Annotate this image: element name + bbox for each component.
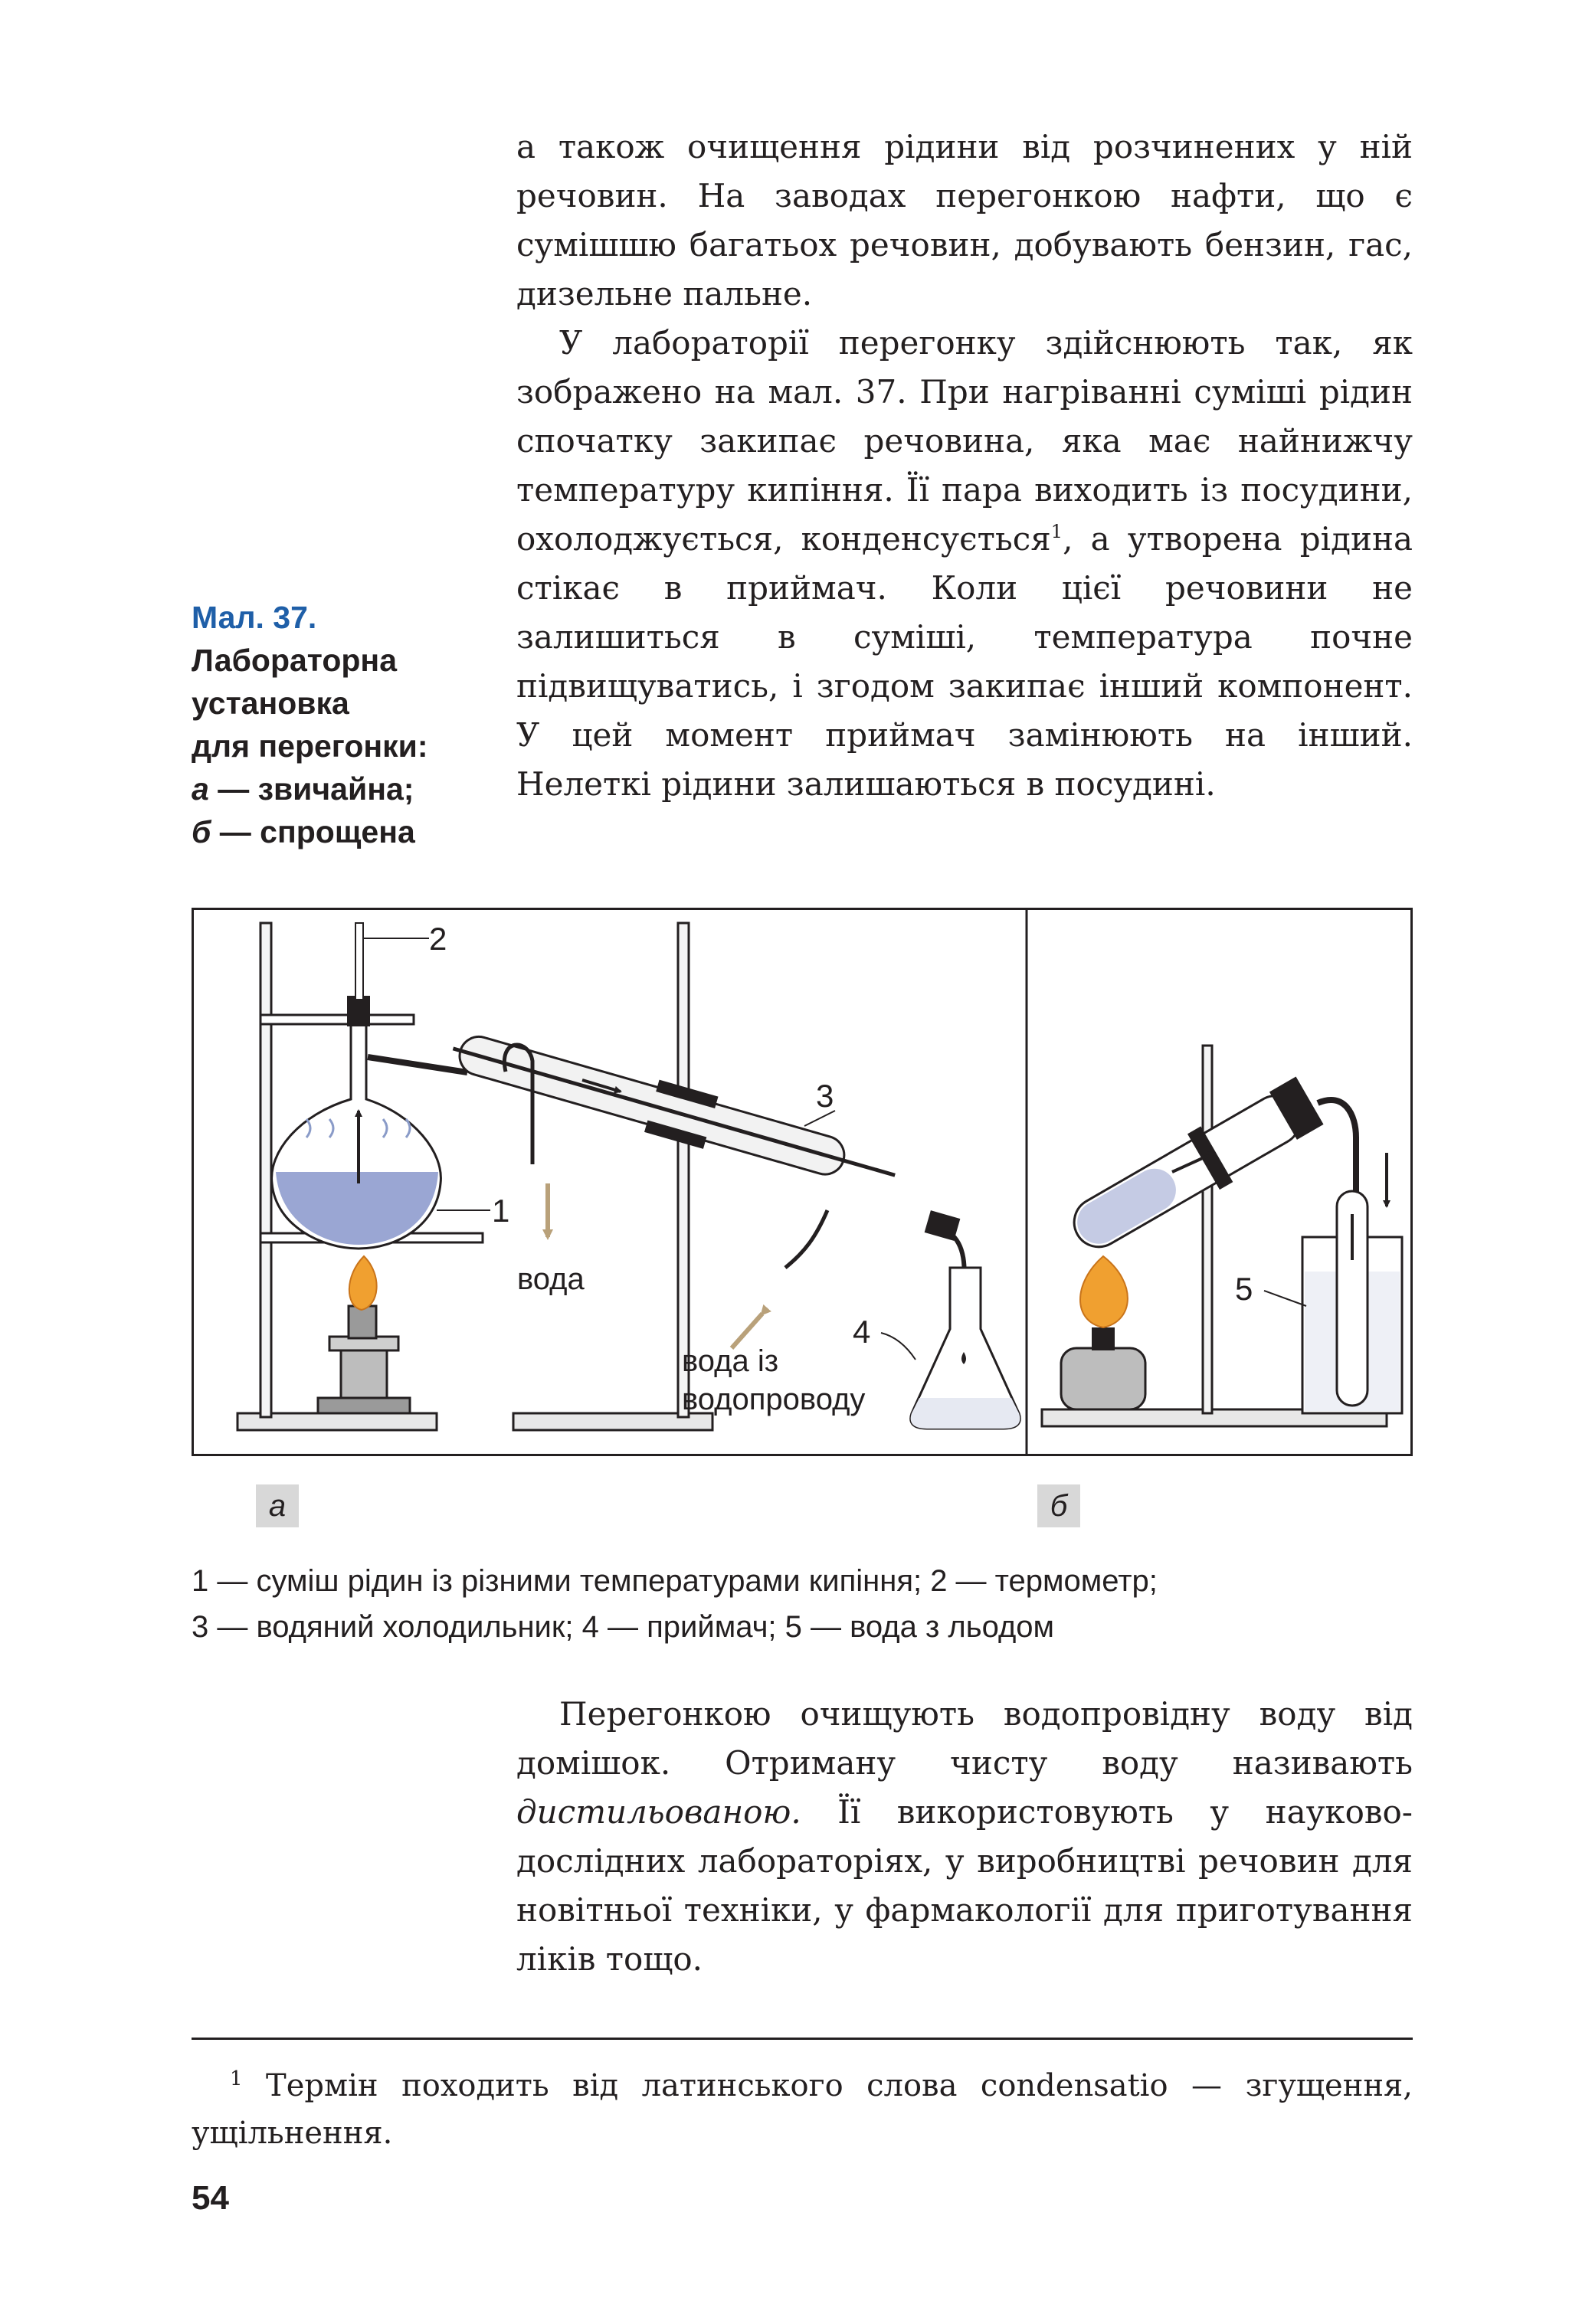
beaker-with-ice <box>1302 1191 1402 1413</box>
paragraph-3-text-b: Її використовують у науково-дослідних лабораторіях, у виробництві речовин для новітньої техніки, у фармакології для приготування ліків тощо. <box>516 1793 1413 1978</box>
paragraph-2-text-a: У лабораторії перегонку здійснюють так, як зображено на мал. 37. При нагріванні суміші рідин спочатку закипає речовина, яка має найнижчу температуру кипіння. Її пара виходить із посудини, охолоджується, конденсується <box>516 324 1413 558</box>
footnote-mark: 1 <box>230 2067 243 2090</box>
figure-caption <box>192 596 475 853</box>
label-water: вода <box>517 1262 585 1296</box>
legend-line-2: 3 — водяний холодильник; 4 — приймач; 5 — вода з льодом <box>192 1610 1055 1644</box>
label-2: 2 <box>429 921 447 957</box>
paragraph-1-text: а також очищення рідини від розчинених у ній речовин. На заводах перегонкою нафти, що є сумішшю багатьох речовин, добувають бензин, гас, дизельне пальне. <box>516 128 1413 313</box>
footnote-ref[interactable]: 1 <box>1050 521 1063 542</box>
caption-letter: б <box>192 814 211 849</box>
spirit-lamp <box>1061 1327 1145 1409</box>
paragraph-2 <box>516 319 1413 809</box>
term-distilled: дистильованою. <box>516 1793 801 1831</box>
side-arm-tube <box>368 1057 467 1072</box>
label-tap-water-1: вода із <box>682 1344 779 1378</box>
footnote-text: Термін походить від латинського слова condensatio — згущення, ущільнення. <box>192 2068 1413 2151</box>
gas-burner <box>318 1306 410 1413</box>
footnote-divider <box>192 2038 1413 2040</box>
caption-line <box>192 768 475 810</box>
caption-line <box>192 810 475 853</box>
paragraph-3 <box>516 1690 1413 1984</box>
caption-text: — звичайна; <box>208 771 414 807</box>
legend-line-1: 1 — суміш рідин із різними температурами кипіння; 2 — термометр; <box>192 1564 1158 1598</box>
water-inlet-tube <box>785 1210 827 1268</box>
label-5: 5 <box>1235 1271 1253 1307</box>
caption-line: установка <box>192 686 349 721</box>
caption-line: для перегонки: <box>192 728 428 764</box>
panel-tag-b: б <box>1037 1484 1080 1527</box>
test-tube <box>1061 1072 1325 1262</box>
label-3: 3 <box>816 1078 834 1114</box>
paragraph-3-text-a: Перегонкою очищують водопровідну воду від домішок. Отриману чисту воду називають <box>516 1695 1413 1782</box>
main-text-top <box>516 123 1413 809</box>
water-in-arrow <box>732 1314 762 1348</box>
label-1: 1 <box>492 1193 510 1229</box>
lamp-flame <box>1080 1256 1128 1327</box>
label-tap-water-2: водопроводу <box>682 1383 866 1416</box>
label-4: 4 <box>853 1314 871 1350</box>
caption-title: Мал. 37. <box>192 600 317 635</box>
round-bottom-flask <box>272 923 441 1249</box>
burner-flame <box>349 1256 377 1310</box>
water-condenser <box>445 1023 902 1202</box>
caption-line: Лабораторна <box>192 643 398 678</box>
distillation-illustration <box>192 908 1413 1456</box>
footnote <box>192 2062 1413 2157</box>
caption-text: — спрощена <box>211 814 415 849</box>
distillation-figure <box>192 908 1413 1456</box>
main-text-bottom <box>516 1690 1413 1984</box>
receiver-flask <box>911 1268 1020 1429</box>
caption-letter: а <box>192 771 209 807</box>
figure-legend <box>192 1558 1417 1650</box>
paragraph-1 <box>516 123 1413 319</box>
paragraph-2-text-b: , а утворена рідина стікає в приймач. Коли цієї речовини не залишиться в суміші, температура почне підвищуватись, і згодом закипає інший компонент. У цей момент приймач замінюють на інший. Нелеткі рідини залишаються в посудині. <box>516 520 1413 803</box>
page-number: 54 <box>192 2179 229 2217</box>
panel-tag-a: а <box>256 1484 299 1527</box>
